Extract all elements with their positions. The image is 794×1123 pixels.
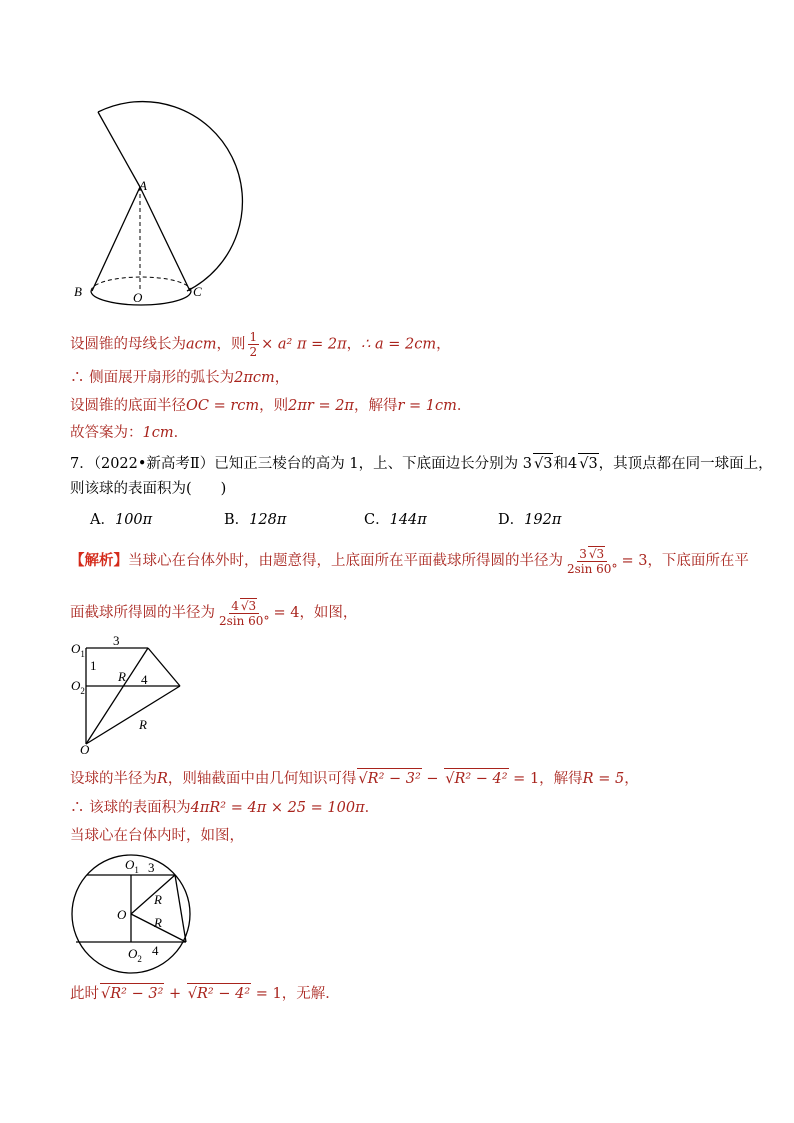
label-A: A (139, 178, 147, 193)
text: ，解得 (539, 771, 583, 787)
label-4: 4 (141, 672, 148, 687)
text: ∴ 该球的表面积为 (70, 800, 191, 816)
sqrt (533, 453, 553, 474)
text: ，无解． (281, 986, 340, 1002)
math: acm (186, 336, 217, 353)
math: 4 (567, 456, 578, 472)
option-d[interactable] (498, 510, 561, 530)
sqrt: √ R² − 3² (100, 983, 164, 1004)
text: 和 (553, 456, 568, 472)
solution-line-6 (70, 768, 639, 789)
solution-line-5 (70, 598, 357, 628)
sqrt: √ R² − 4² (187, 983, 251, 1004)
text: 设球的半径为 (70, 771, 157, 787)
option-label: A． (90, 512, 115, 528)
sqrt: √ 3 (588, 546, 605, 561)
question-text: 7．（2022•新高考Ⅱ）已知正三棱台的高为 1，上、下底面边长分别为 (70, 456, 519, 472)
math: R (157, 771, 168, 787)
text: ，如图， (299, 605, 358, 621)
solution-line-8 (70, 826, 244, 846)
denominator: 2sin 60° (219, 614, 270, 628)
solution-line-7 (70, 798, 379, 818)
option-value: 100π (114, 512, 153, 528)
solution-line-4 (70, 546, 749, 576)
text: ∴ 侧面展开扇形的弧长为 (70, 370, 235, 386)
label-O1: $O_1$ (71, 641, 85, 659)
text: ，则轴截面中由几何知识可得 (167, 771, 357, 787)
solution-line-3 (70, 396, 471, 416)
math: 4πR² = 4π × 25 = 100π (190, 800, 365, 816)
denominator: 2 (249, 345, 258, 359)
label-O1: $O_1$ (125, 857, 139, 875)
text: 故答案为： (70, 425, 143, 441)
text: ． (364, 800, 380, 816)
label-O: O (80, 742, 90, 757)
option-b[interactable] (224, 510, 286, 530)
option-label: C． (364, 512, 390, 528)
radicand: 3 (543, 456, 553, 472)
cone-side-left (92, 187, 140, 291)
label-1: 1 (90, 658, 97, 673)
label-4: 4 (152, 943, 159, 958)
text: ， (346, 336, 362, 353)
math: + (164, 986, 186, 1002)
text: ， (436, 336, 451, 353)
text: ，其顶点都在同一球面上， (598, 456, 773, 472)
solution-line-1 (70, 330, 451, 359)
math: − (421, 771, 444, 787)
fraction-half (248, 330, 260, 359)
sqrt: √ R² − 3² (357, 768, 421, 789)
label-3: 3 (113, 633, 120, 648)
text: ，则 (216, 336, 246, 353)
question-7-line-1 (70, 453, 773, 474)
sector-arc (98, 102, 242, 291)
text: 此时 (70, 986, 99, 1002)
text: 设圆锥的母线长为 (70, 336, 186, 353)
label-O: O (133, 290, 143, 305)
option-label: D． (498, 512, 525, 528)
text: ，解得 (353, 398, 398, 414)
solution-line-9 (70, 983, 340, 1004)
text: 设圆锥的底面半径 (70, 398, 186, 414)
option-value: 144π (389, 512, 427, 528)
option-value: 128π (249, 512, 287, 528)
slant-edge (148, 648, 180, 686)
label-O: O (117, 907, 127, 922)
label-3: 3 (148, 860, 155, 875)
math: r = 1cm (397, 398, 457, 414)
denominator: 2sin 60° (567, 562, 618, 576)
fraction (565, 546, 619, 576)
sqrt: √ 3 (240, 598, 257, 613)
trapezoid-figure (66, 632, 196, 760)
text: ， (274, 370, 290, 386)
math: = 1 (508, 771, 540, 787)
math: OC = rcm (186, 398, 260, 414)
cone-sector-figure (60, 95, 260, 310)
question-text: 则该球的表面积为( ) (70, 481, 227, 497)
label-O2: $O_2$ (128, 946, 142, 964)
text: ，下底面所在平 (647, 553, 749, 569)
question-7-line-2 (70, 479, 226, 499)
label-R-top: R (154, 892, 162, 907)
label-R-bottom: R (139, 717, 147, 732)
math: R = 5 (582, 771, 625, 787)
sphere-section-figure (68, 852, 194, 974)
text: 当球心在台体外时，由题意得，上底面所在平面截球所得圆的半径为 (128, 553, 563, 569)
numerator (229, 598, 259, 614)
text: 面截球所得圆的半径为 (70, 605, 215, 621)
math: 2πcm (234, 370, 275, 386)
label-R-bottom: R (154, 915, 162, 930)
options-row (90, 510, 690, 530)
label-C: C (193, 284, 202, 299)
math: 3 (579, 547, 587, 561)
text: ， (624, 771, 639, 787)
numerator: 1 (249, 330, 258, 344)
cone-side-right (140, 187, 190, 291)
math: 4 (231, 599, 239, 613)
math: 1cm (142, 425, 174, 441)
text: ，则 (259, 398, 289, 414)
label-O2: $O_2$ (71, 678, 85, 696)
text: ． (173, 425, 189, 441)
analysis-tag: 【解析】 (70, 552, 128, 569)
sqrt (578, 453, 598, 474)
radicand: 3 (588, 456, 598, 472)
slant-edge (175, 875, 186, 942)
option-value: 192π (524, 512, 562, 528)
math: 3 (522, 456, 532, 472)
sector-edge (98, 112, 140, 187)
math: ∴ a = 2cm (361, 336, 437, 353)
math: = 1 (251, 986, 282, 1002)
option-c[interactable] (364, 510, 427, 530)
radius-to-top (131, 875, 175, 914)
base-back (91, 277, 191, 291)
option-a[interactable] (90, 510, 152, 530)
solution-line-2 (70, 368, 289, 388)
label-B: B (74, 284, 82, 299)
label-R-top: R (118, 669, 126, 684)
math: × a² π = 2π (261, 336, 347, 353)
text: ． (456, 398, 472, 414)
math: = 3 (621, 553, 648, 569)
radius-to-middle (86, 686, 180, 744)
answer-line (70, 423, 188, 443)
option-label: B． (224, 512, 250, 528)
fraction (217, 598, 271, 628)
numerator (577, 546, 607, 562)
text: 当球心在台体内时，如图， (70, 828, 244, 844)
math: = 4 (273, 605, 300, 621)
math: 2πr = 2π (288, 398, 354, 414)
sqrt: √ R² − 4² (444, 768, 508, 789)
